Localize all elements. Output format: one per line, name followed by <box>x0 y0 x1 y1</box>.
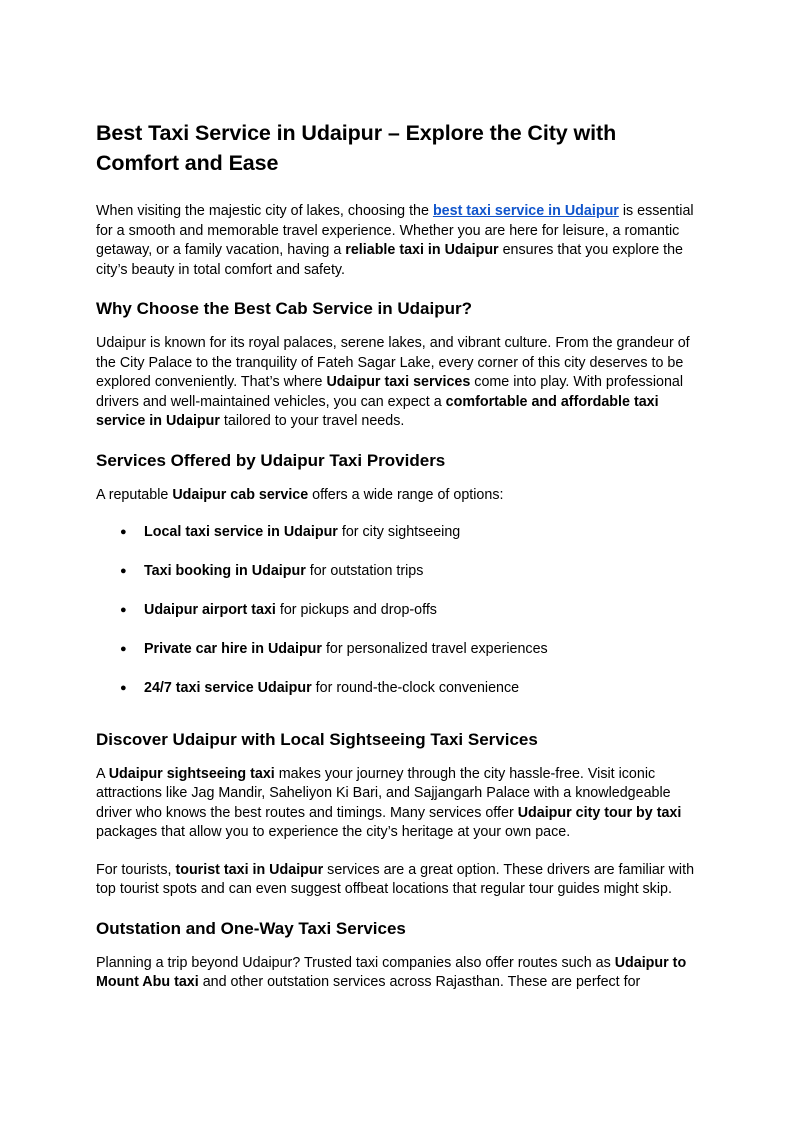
services-list <box>96 523 702 699</box>
list-item-bold: 24/7 taxi service Udaipur <box>144 680 312 696</box>
discover-paragraph-2 <box>96 861 702 900</box>
outstation-heading: Outstation and One-Way Taxi Services <box>96 918 406 938</box>
intro-text: When visiting the majestic city of lakes, choosing the <box>96 203 433 219</box>
why-bold: Udaipur taxi services <box>326 374 471 390</box>
discover-text: services are a great option. These drivers are familiar with top tourist spots and can even suggest offbeat locations that regular tour guides might skip. <box>96 861 695 897</box>
why-bold: comfortable and affordable taxi service in Udaipur <box>96 393 659 429</box>
list-item <box>96 640 702 660</box>
discover-text: For tourists, <box>96 861 176 878</box>
outstation-bold: Udaipur to Mount Abu taxi <box>96 954 687 990</box>
list-item-text: for outstation trips <box>305 563 424 579</box>
list-item <box>96 601 702 621</box>
services-bold: Udaipur cab service <box>172 486 309 503</box>
discover-text: A <box>96 765 109 782</box>
services-text: A reputable <box>96 486 173 503</box>
bullet-icon: ● <box>120 682 127 694</box>
intro-text: ensures that you explore the city’s beauty in total comfort and safety. <box>96 242 684 278</box>
list-item-text: for pickups and drop-offs <box>275 602 437 618</box>
bullet-icon: ● <box>120 565 127 577</box>
why-text: Udaipur is known for its royal palaces, serene lakes, and vibrant culture. From the grandeur of the City Palace to the tranquility of Fateh Sagar Lake, every corner of this city deserves to be explored conveniently. That’s where <box>96 335 690 390</box>
outstation-paragraph <box>96 954 702 993</box>
list-item-text: for personalized travel experiences <box>321 641 548 657</box>
bullet-icon: ● <box>120 604 127 616</box>
best-taxi-service-link[interactable]: best taxi service in Udaipur <box>432 203 619 219</box>
list-item-text: for round-the-clock convenience <box>311 680 520 696</box>
document-page <box>96 118 702 1011</box>
intro-paragraph <box>96 202 702 280</box>
why-choose-paragraph <box>96 334 702 432</box>
list-item-bold: Private car hire in Udaipur <box>144 641 322 657</box>
list-item-text: for city sightseeing <box>337 524 461 540</box>
list-item <box>96 679 702 699</box>
services-text: offers a wide range of options: <box>308 486 504 503</box>
bullet-icon: ● <box>120 526 127 538</box>
intro-bold: reliable taxi in Udaipur <box>345 242 499 258</box>
list-item-bold: Udaipur airport taxi <box>144 602 276 618</box>
outstation-text: and other outstation services across Rajasthan. These are perfect for <box>198 974 641 990</box>
document-title: Best Taxi Service in Udaipur – Explore the City with Comfort and Ease <box>96 121 617 175</box>
discover-heading: Discover Udaipur with Local Sightseeing Taxi Services <box>96 729 538 749</box>
services-heading: Services Offered by Udaipur Taxi Providers <box>96 450 446 470</box>
discover-bold: Udaipur sightseeing taxi <box>108 765 275 782</box>
list-item <box>96 562 702 582</box>
discover-text: packages that allow you to experience the city’s heritage at your own pace. <box>96 824 571 840</box>
why-text: come into play. With professional drivers and well-maintained vehicles, you can expect a <box>96 374 684 410</box>
why-choose-heading: Why Choose the Best Cab Service in Udaipur? <box>96 299 472 318</box>
list-item-bold: Local taxi service in Udaipur <box>144 524 338 540</box>
why-text: tailored to your travel needs. <box>219 413 405 429</box>
discover-text: makes your journey through the city hassle-free. Visit iconic attractions like Jag Mandir, Saheliyon Ki Bari, and Sajjangarh Palace with a knowledgeable driver who knows the best routes and timings. Many services offer <box>96 765 671 821</box>
list-item-bold: Taxi booking in Udaipur <box>144 563 306 579</box>
services-intro <box>96 486 702 506</box>
outstation-text: Planning a trip beyond Udaipur? Trusted taxi companies also offer routes such as <box>96 954 615 971</box>
discover-bold: tourist taxi in Udaipur <box>175 861 324 878</box>
bullet-icon: ● <box>120 643 127 655</box>
discover-paragraph-1 <box>96 765 702 843</box>
intro-text: is essential for a smooth and memorable travel experience. Whether you are here for leisure, a romantic getaway, or a family vacation, having a <box>96 203 694 258</box>
list-item <box>96 523 702 543</box>
discover-bold: Udaipur city tour by taxi <box>517 804 682 821</box>
